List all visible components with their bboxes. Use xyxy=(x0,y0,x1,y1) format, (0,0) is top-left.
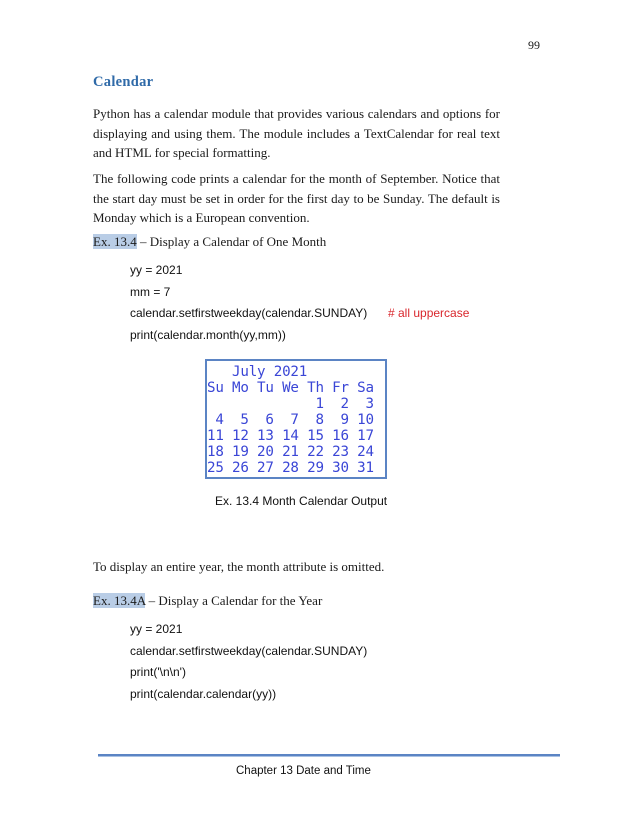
paragraph-text: To display an entire year, the month attribute is omitted. xyxy=(93,559,385,574)
code-line: print(calendar.calendar(yy)) xyxy=(130,686,277,701)
calendar-line: 18 19 20 21 22 23 24 xyxy=(207,444,374,460)
section-heading: Calendar xyxy=(93,74,154,90)
code-line: yy = 2021 xyxy=(130,622,183,636)
code-block xyxy=(130,619,367,705)
code-line xyxy=(130,303,470,325)
calendar-text xyxy=(207,364,385,476)
calendar-line: 4 5 6 7 8 9 10 xyxy=(207,412,374,428)
code-line: print(calendar.month(yy,mm)) xyxy=(130,327,286,342)
code-line: print('\n\n') xyxy=(130,665,186,679)
example-heading xyxy=(93,234,326,250)
example-title: – Display a Calendar of One Month xyxy=(136,234,327,249)
code-comment: # all uppercase xyxy=(388,306,470,320)
calendar-line: 25 26 27 28 29 30 31 xyxy=(207,460,374,476)
figure-caption: Ex. 13.4 Month Calendar Output xyxy=(215,494,388,508)
calendar-line: 1 2 3 xyxy=(207,396,374,412)
example-label: Ex. 13.4A xyxy=(93,593,146,608)
code-text: calendar.setfirstweekday(calendar.SUNDAY) xyxy=(130,306,368,320)
example-heading xyxy=(93,593,322,609)
paragraph-text: Python has a calendar module that provides various calendars and options for displaying and using them. The module includes a TextCalendar for real text and HTML for special formatting. xyxy=(93,106,500,160)
calendar-line: 11 12 13 14 15 16 17 xyxy=(207,428,374,444)
example-label: Ex. 13.4 xyxy=(93,234,137,249)
page-number: 99 xyxy=(528,38,540,52)
year-paragraph xyxy=(93,557,513,577)
calendar-line: Su Mo Tu We Th Fr Sa xyxy=(207,380,374,396)
chapter-footer: Chapter 13 Date and Time xyxy=(236,765,371,777)
code-block xyxy=(130,260,470,346)
code-line: yy = 2021 xyxy=(130,263,183,277)
intro-paragraph xyxy=(93,104,500,163)
explanation-paragraph xyxy=(93,169,500,228)
example-title: – Display a Calendar for the Year xyxy=(145,593,323,608)
calendar-output-figure xyxy=(205,359,387,479)
paragraph-text: The following code prints a calendar for the month of September. Notice that the start day must be set in order for the first day to be Sunday. The default is Monday which is a European convention. xyxy=(93,171,500,225)
code-line: calendar.setfirstweekday(calendar.SUNDAY) xyxy=(130,643,368,658)
code-line: mm = 7 xyxy=(130,284,171,299)
calendar-line: July 2021 xyxy=(207,364,308,380)
footer-divider-shadow xyxy=(98,756,560,757)
